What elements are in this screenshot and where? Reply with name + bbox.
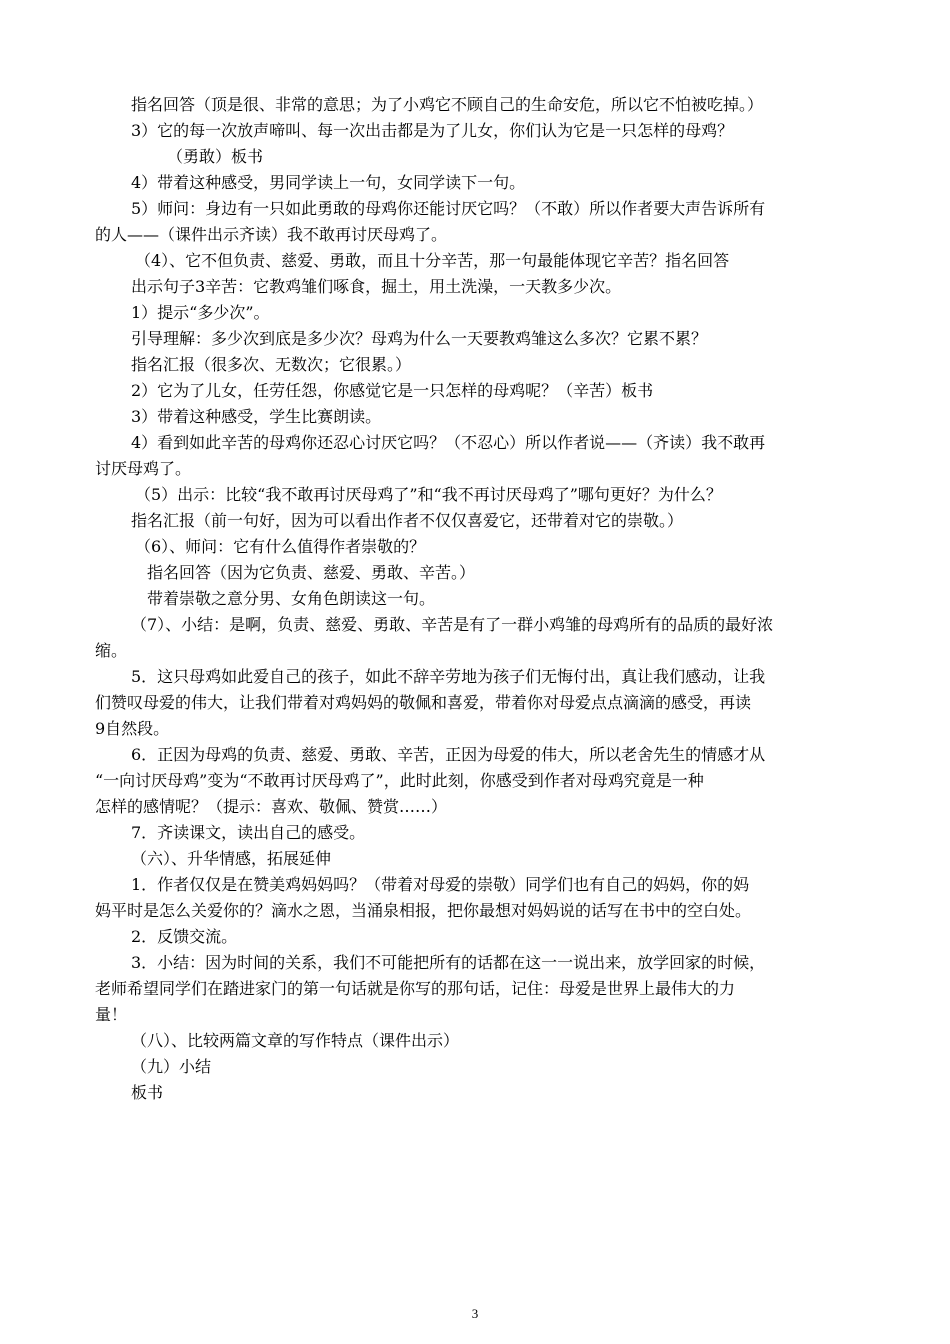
text-line: 量！ <box>95 1005 128 1024</box>
text-line: 1．作者仅仅是在赞美鸡妈妈吗？（带着对母爱的崇敬）同学们也有自己的妈妈，你的妈 <box>131 875 750 894</box>
text-line: 怎样的感情呢？（提示：喜欢、敬佩、赞赏……） <box>95 797 448 816</box>
text-line: 讨厌母鸡了。 <box>95 459 192 478</box>
text-line: 3．小结：因为时间的关系，我们不可能把所有的话都在这一一说出来，放学回家的时候， <box>131 953 766 972</box>
text-line: 2．反馈交流。 <box>131 927 238 946</box>
text-line: （6）、师问：它有什么值得作者崇敬的？ <box>135 537 426 556</box>
text-line: 5）师问：身边有一只如此勇敢的母鸡你还能讨厌它吗？（不敢）所以作者要大声告诉所有 <box>131 199 766 218</box>
text-line: 出示句子3辛苦：它教鸡雏们啄食，掘土，用土洗澡，一天教多少次。 <box>131 277 622 296</box>
text-line: 妈平时是怎么关爱你的？滴水之恩，当涌泉相报，把你最想对妈妈说的话写在书中的空白处。 <box>95 901 752 920</box>
text-line: 带着崇敬之意分男、女角色朗读这一句。 <box>147 589 436 608</box>
text-line: 缩。 <box>95 641 128 660</box>
text-line: 7．齐读课文，读出自己的感受。 <box>131 823 366 842</box>
text-line: 3）带着这种感受，学生比赛朗读。 <box>131 407 382 426</box>
text-line: （5）出示：比较“我不敢再讨厌母鸡了”和“我不再讨厌母鸡了”哪句更好？为什么？ <box>135 485 722 504</box>
text-line: 老师希望同学们在踏进家门的第一句话就是你写的那句话，记住：母爱是世界上最伟大的力 <box>95 979 736 998</box>
section-heading: （八）、比较两篇文章的写作特点（课件出示） <box>131 1031 460 1050</box>
text-line: 指名回答（顶是很、非常的意思；为了小鸡它不顾自己的生命安危，所以它不怕被吃掉。） <box>131 95 764 114</box>
text-line: 们赞叹母爱的伟大，让我们带着对鸡妈妈的敬佩和喜爱，带着你对母爱点点滴滴的感受，再读 <box>95 693 752 712</box>
text-line: “一向讨厌母鸡”变为“不敢再讨厌母鸡了”，此时此刻，你感受到作者对母鸡究竟是一种 <box>95 771 704 790</box>
text-line: 引导理解：多少次到底是多少次？母鸡为什么一天要教鸡雏这么多次？它累不累？ <box>131 329 708 348</box>
text-line: 4）带着这种感受，男同学读上一句，女同学读下一句。 <box>131 173 526 192</box>
text-line: （勇敢）板书 <box>167 147 264 166</box>
text-line: （4）、它不但负责、慈爱、勇敢，而且十分辛苦，那一句最能体现它辛苦？指名回答 <box>135 251 730 270</box>
text-line: 指名汇报（很多次、无数次；它很累。） <box>131 355 412 374</box>
text-line: 的人——（课件出示齐读）我不敢再讨厌母鸡了。 <box>95 225 448 244</box>
text-line: 6．正因为母鸡的负责、慈爱、勇敢、辛苦，正因为母爱的伟大，所以老舍先生的情感才从 <box>131 745 766 764</box>
text-line: 指名回答（因为它负责、慈爱、勇敢、辛苦。） <box>147 563 476 582</box>
text-line: 9自然段。 <box>95 719 170 738</box>
text-line: 4）看到如此辛苦的母鸡你还忍心讨厌它吗？（不忍心）所以作者说——（齐读）我不敢再 <box>131 433 766 452</box>
text-line: 1）提示“多少次”。 <box>131 303 270 322</box>
page-number: 3 <box>471 1306 479 1321</box>
text-line: 2）它为了儿女，任劳任怨，你感觉它是一只怎样的母鸡呢？（辛苦）板书 <box>131 381 654 400</box>
text-line: 指名汇报（前一句好，因为可以看出作者不仅仅喜爱它，还带着对它的崇敬。） <box>131 511 684 530</box>
text-line: 5．这只母鸡如此爱自己的孩子，如此不辞辛劳地为孩子们无悔付出，真让我们感动，让我 <box>131 667 766 686</box>
section-heading: （九）小结 <box>131 1057 212 1076</box>
text-line: 板书 <box>131 1083 164 1102</box>
text-line: （7）、小结：是啊，负责、慈爱、勇敢、辛苦是有了一群小鸡雏的母鸡所有的品质的最好浓 <box>131 615 774 634</box>
document-body <box>95 92 865 1106</box>
text-line: 3）它的每一次放声啼叫、每一次出击都是为了儿女，你们认为它是一只怎样的母鸡？ <box>131 121 734 140</box>
section-heading: （六）、升华情感，拓展延伸 <box>131 849 332 868</box>
